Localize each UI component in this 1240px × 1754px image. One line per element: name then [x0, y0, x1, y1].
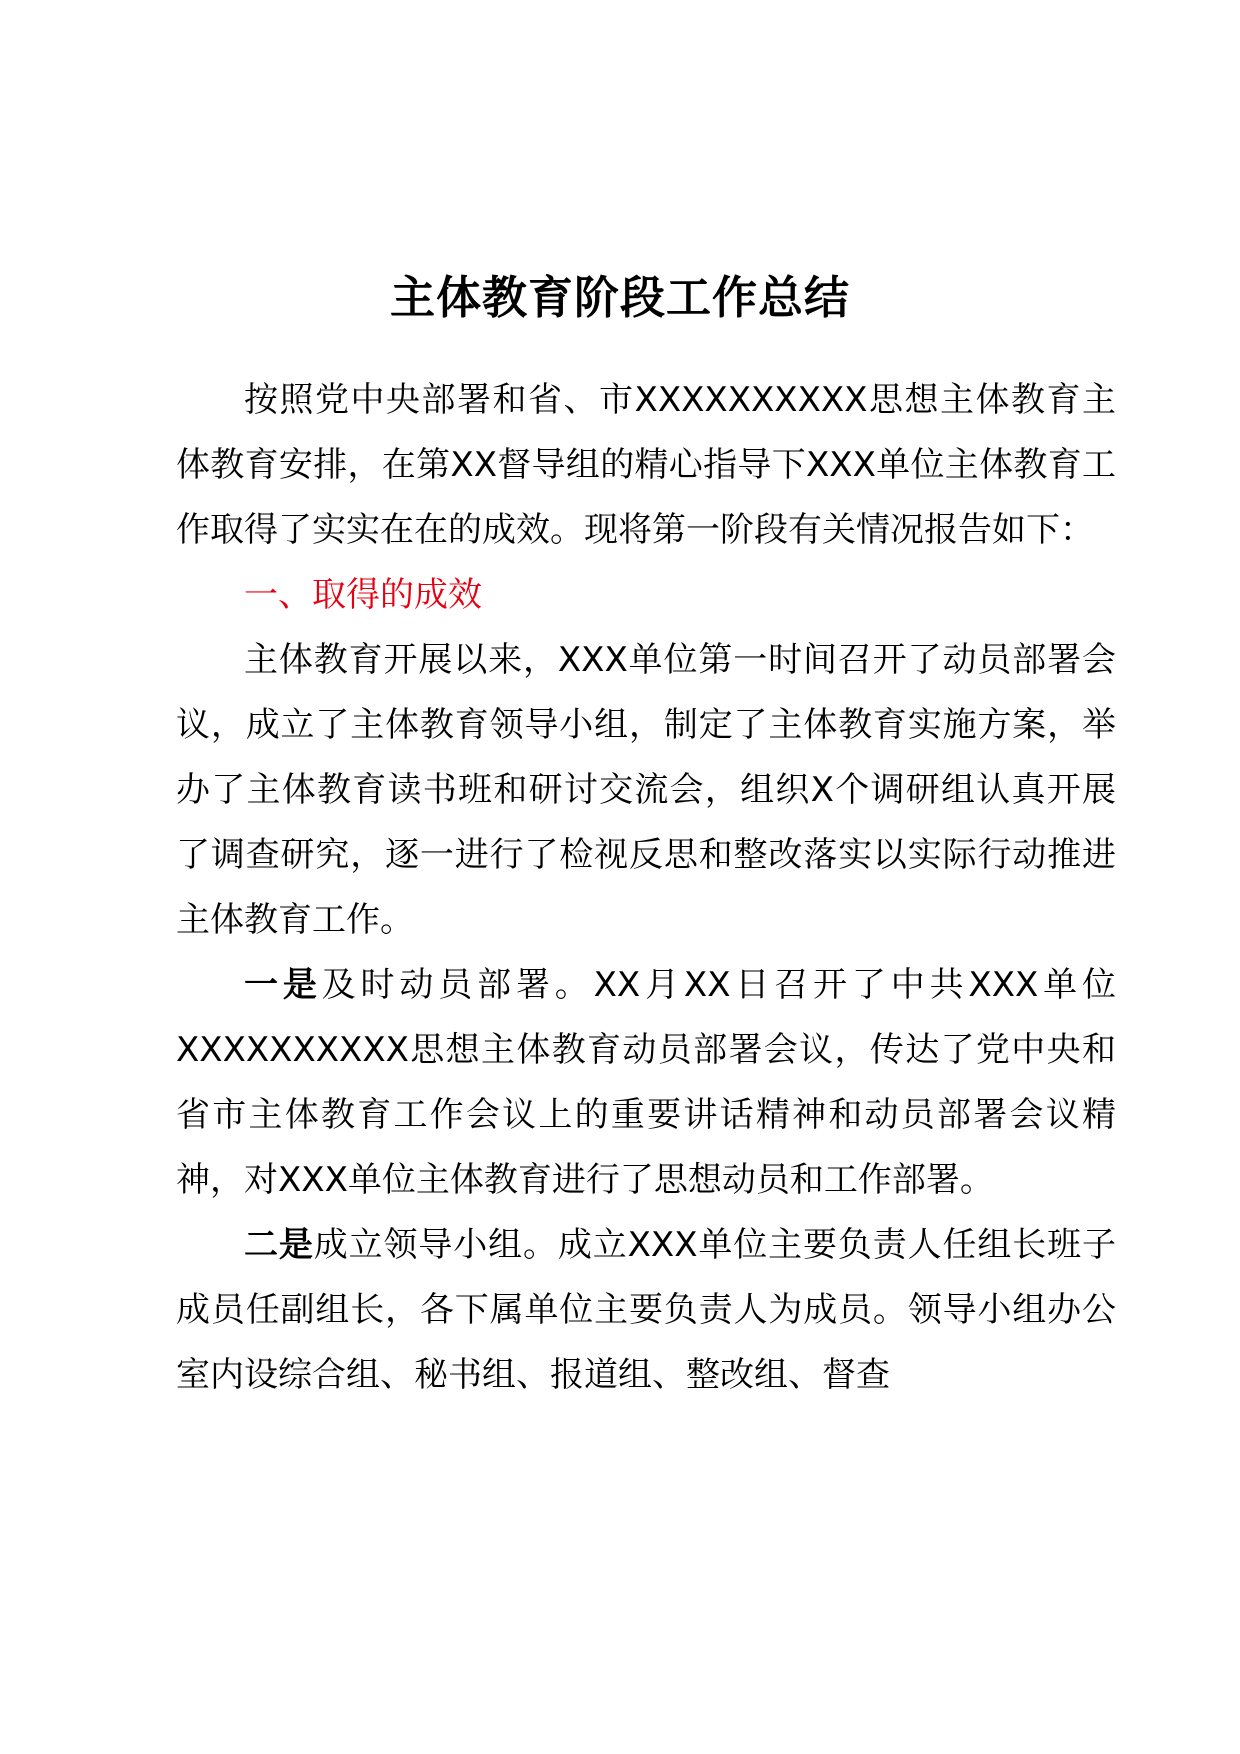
achievements-paragraph: 主体教育开展以来，XXX单位第一时间召开了动员部署会议，成立了主体教育领导小组，制定了主体教育实施方案，举办了主体教育读书班和研讨交流会，组织X个调研组认真开展了调查研究，逐一进行了检视反思和整改落实以实际行动推进主体教育工作。: [176, 640, 1116, 940]
item-2-paragraph: [176, 1213, 1116, 1408]
section-heading-achievements: 一、取得的成效: [244, 575, 482, 615]
item-1-paragraph: [176, 953, 1116, 1213]
document-body: [176, 368, 1116, 1408]
item-2-lead: 二是: [244, 1225, 314, 1265]
item-1-text: 及时动员部署。XX月XX日召开了中共XXX单位XXXXXXXXXX思想主体教育动员部署会议，传达了党中央和省市主体教育工作会议上的重要讲话精神和动员部署会议精神，对XXX单位主体教育进行了思想动员和工作部署。: [176, 965, 1117, 1200]
item-2-text: 成立领导小组。成立XXX单位主要负责人任组长班子成员任副组长，各下属单位主要负责人为成员。领导小组办公室内设综合组、秘书组、报道组、整改组、督查: [176, 1225, 1116, 1395]
document-title: 主体教育阶段工作总结: [389, 271, 850, 324]
item-1-lead: 一是: [244, 965, 322, 1005]
intro-paragraph: 按照党中央部署和省、市XXXXXXXXXX思想主体教育主体教育安排，在第XX督导组的精心指导下XXX单位主体教育工作取得了实实在在的成效。现将第一阶段有关情况报告如下：: [176, 380, 1116, 550]
